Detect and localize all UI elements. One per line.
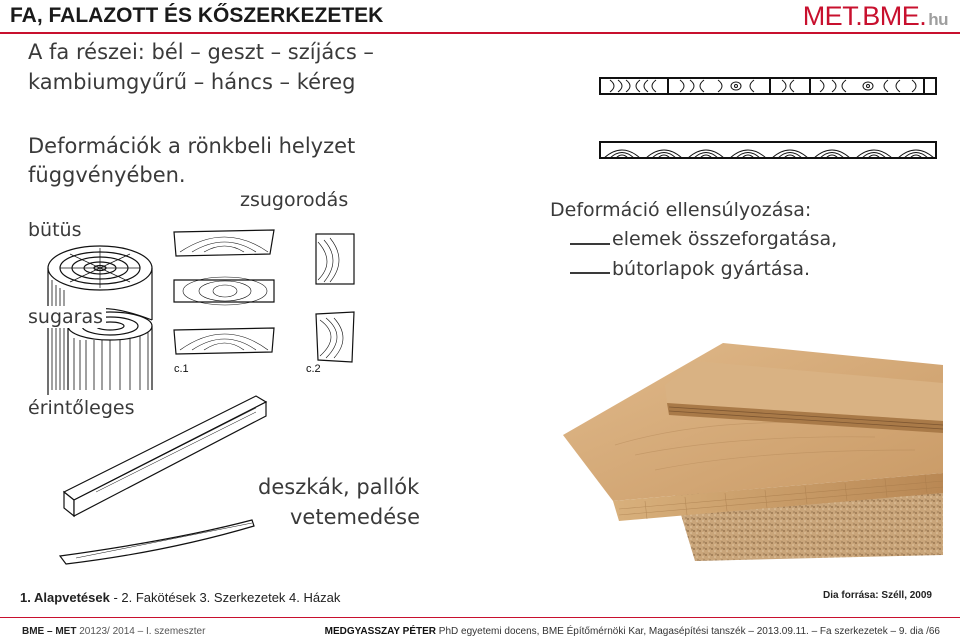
footer-course-info	[22, 626, 205, 637]
bullet-dash	[570, 243, 610, 245]
footer-author-name: MEDGYASSZAY PÉTER	[324, 626, 437, 637]
footer-course-name: BME – MET	[22, 626, 77, 637]
compensation-item-1: elemek összeforgatása,	[612, 228, 838, 250]
logo-dot: .	[855, 1, 863, 31]
label-boards-line-1: deszkák, pallók	[258, 475, 420, 499]
label-radial: sugaras	[28, 306, 106, 328]
deformation-heading-line-1: Deformációk a rönkbeli helyzet	[28, 134, 356, 158]
shrinkage-sections-c1	[170, 228, 280, 358]
footer-author-info	[325, 626, 940, 637]
plywood-boards-photo	[555, 325, 945, 565]
nav-other-chapters[interactable]: - 2. Fakötések 3. Szerkezetek 4. Házak	[109, 590, 341, 605]
wood-parts-line-1: A fa részei: bél – geszt – szíjács –	[28, 40, 374, 64]
logo-met: MET	[802, 1, 856, 31]
logo-hu: hu	[928, 10, 948, 29]
compensation-item-2: bútorlapok gyártása.	[612, 258, 811, 280]
deformation-heading-line-2: függvényében.	[28, 163, 186, 187]
footer-author-details: PhD egyetemi docens, BME Építőmérnöki Kar, Magasépítési tanszék – 2013.09.11. – Fa szerkezetek – 9. dia /66	[436, 626, 940, 637]
label-shrinkage: zsugorodás	[240, 189, 349, 211]
warped-boards-illustration	[56, 392, 276, 572]
label-end-grain: bütüs	[28, 219, 82, 241]
footer-divider	[0, 617, 960, 618]
label-boards-line-2: vetemedése	[290, 505, 420, 529]
nav-current-chapter[interactable]: 1. Alapvetések	[20, 590, 110, 605]
footer-chapter-nav[interactable]	[20, 590, 340, 605]
plank-pattern-rotated	[600, 78, 936, 98]
logo-bme: BME.	[862, 1, 927, 31]
slide-source-credit: Dia forrása: Széll, 2009	[823, 590, 932, 601]
wood-parts-line-2: kambiumgyűrű – háncs – kéreg	[28, 70, 356, 94]
compensation-title: Deformáció ellensúlyozása:	[550, 199, 812, 221]
title-divider	[0, 32, 960, 34]
label-c2: c.2	[306, 363, 321, 375]
met-bme-logo[interactable]	[803, 1, 948, 32]
page-title: FA, FALAZOTT ÉS KŐSZERKEZETEK	[10, 4, 384, 27]
shrinkage-sections-c2	[312, 232, 358, 362]
footer-semester: 20123/ 2014 – I. szemeszter	[76, 626, 206, 637]
bullet-dash	[570, 272, 610, 274]
label-tangential: érintőleges	[28, 397, 138, 419]
plank-pattern-glued	[600, 142, 936, 162]
label-c1: c.1	[174, 363, 189, 375]
